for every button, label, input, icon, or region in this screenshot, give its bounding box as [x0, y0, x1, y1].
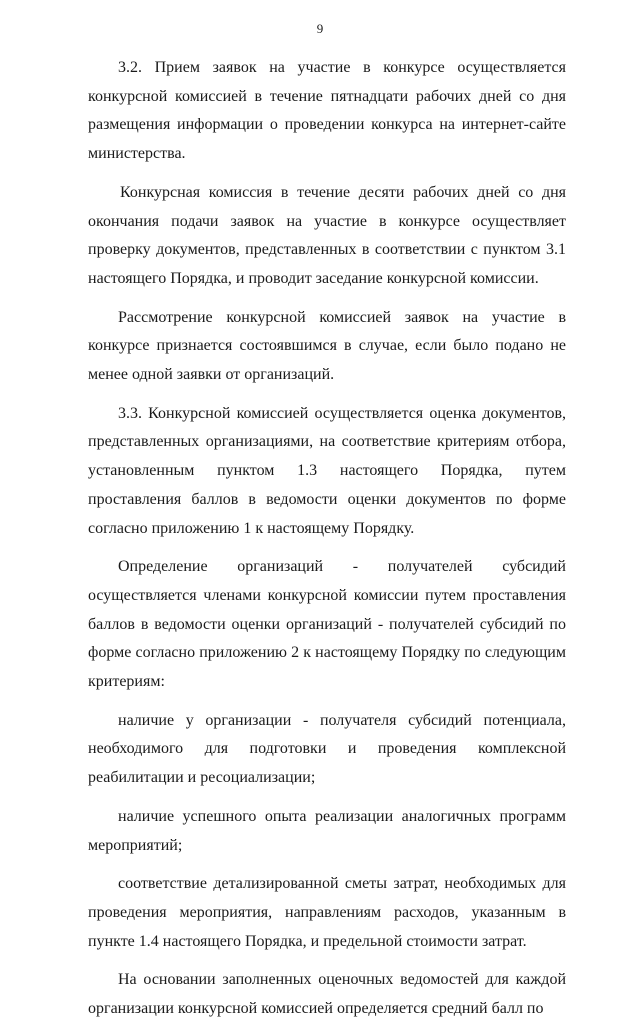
paragraph-consideration: Рассмотрение конкурсной комиссией заявок на участие в конкурсе признается состоявшимся в случае, если было подано не менее одной заявки от организаций. [88, 308, 566, 384]
paragraph-3-2: 3.2. Прием заявок на участие в конкурсе осуществляется конкурсной комиссией в течение пятнадцати рабочих дней со дня размещения информации о проведении конкурса на интернет-сайте министерства. [88, 59, 566, 163]
criterion-experience: наличие успешного опыта реализации аналогичных программ мероприятий; [88, 807, 566, 854]
document-body [88, 54, 566, 1024]
paragraph-3-3: 3.3. Конкурсной комиссией осуществляется оценка документов, представленных организациями, на соответствие критериям отбора, установленным пунктом 1.3 настоящего Порядка, путем проставления баллов в ведомости оценки документов по форме согласно приложению 1 к настоящему Порядку. [88, 404, 566, 537]
paragraph-average-score: На основании заполненных оценочных ведомостей для каждой организации конкурсной комиссией определяется средний балл по [88, 971, 566, 1018]
paragraph-commission-review: Конкурсная комиссия в течение десяти рабочих дней со дня окончания подачи заявок на участие в конкурсе осуществляет проверку документов, представленных в соответствии с пунктом 3.1 настоящего Порядка, и проводит заседание конкурсной комиссии. [88, 183, 566, 287]
paragraph-recipients-definition: Определение организаций - получателей субсидий осуществляется членами конкурсной комиссии путем проставления баллов в ведомости оценки организаций - получателей субсидий по форме согласно приложению 2 к настоящему Порядку по следующим критериям: [88, 558, 566, 691]
criterion-potential: наличие у организации - получателя субсидий потенциала, необходимого для подготовки и проведения комплексной реабилитации и ресоциализации; [88, 711, 566, 787]
page-number: 9 [316, 21, 324, 36]
criterion-budget: соответствие детализированной сметы затрат, необходимых для проведения мероприятия, направлениям расходов, указанным в пункте 1.4 настоящего Порядка, и предельной стоимости затрат. [88, 875, 566, 950]
